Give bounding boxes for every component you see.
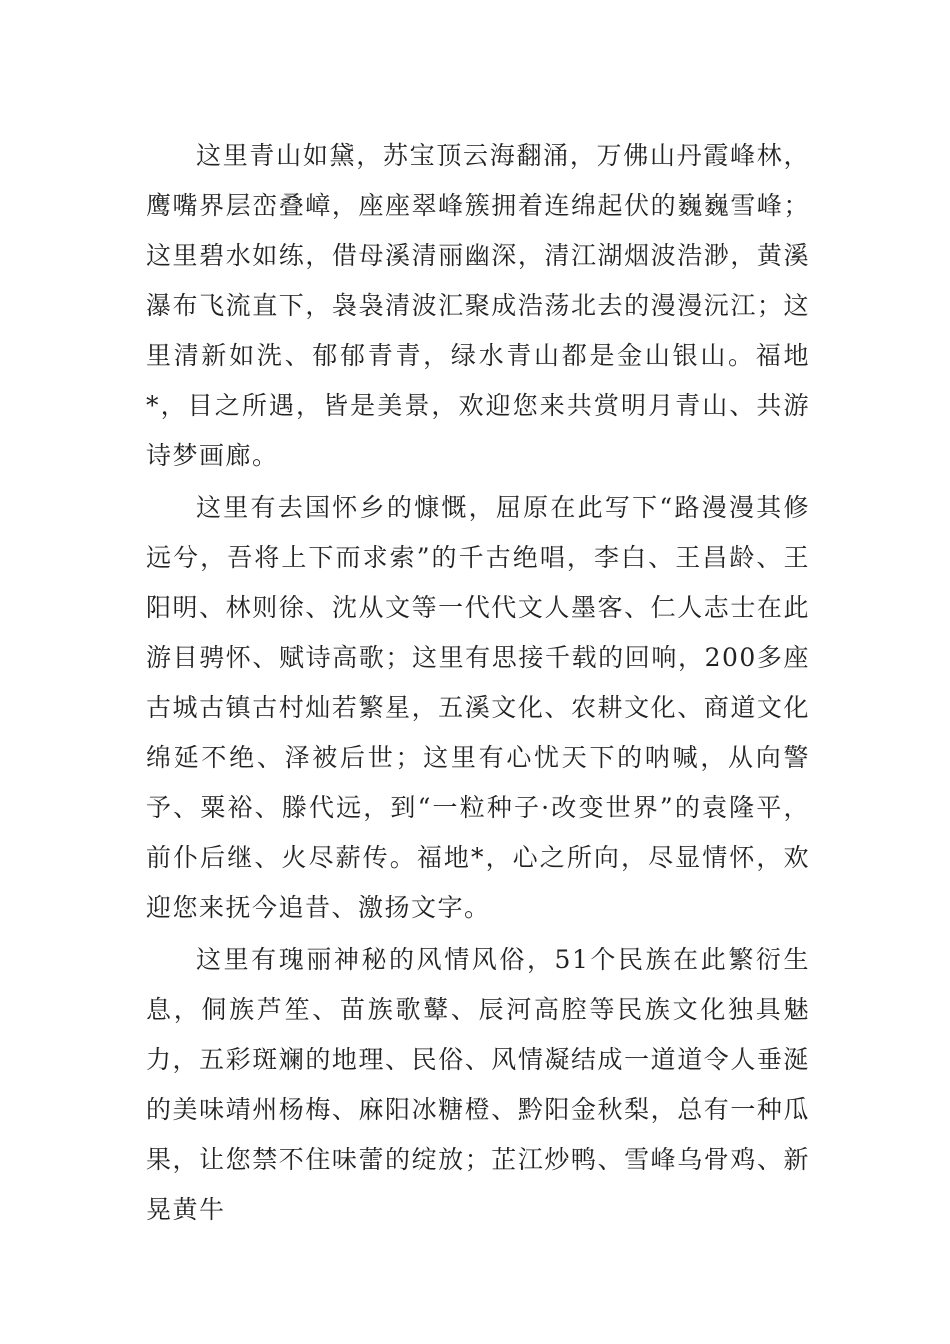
paragraph-history: 这里有去国怀乡的慷慨，屈原在此写下“路漫漫其修远兮，吾将上下而求索”的千古绝唱，李白、王昌龄、王阳明、林则徐、沈从文等一代代文人墨客、仁人志士在此游目骋怀、赋诗高歌；这里有思接千载的回响，200多座古城古镇古村灿若繁星，五溪文化、农耕文化、商道文化绵延不绝、泽被后世；这里有心忧天下的呐喊，从向警予、粟裕、滕代远，到“一粒种子·改变世界”的袁隆平，前仆后继、火尽薪传。福地*，心之所向，尽显情怀，欢迎您来抚今追昔、激扬文字。 — [146, 493, 810, 922]
paragraph-scenery: 这里青山如黛，苏宝顶云海翻涌，万佛山丹霞峰林，鹰嘴界层峦叠嶂，座座翠峰簇拥着连绵起伏的巍巍雪峰；这里碧水如练，借母溪清丽幽深，清江湖烟波浩渺，黄溪瀑布飞流直下，袅袅清波汇聚成浩荡北去的漫漫沅江；这里清新如洗、郁郁青青，绿水青山都是金山银山。福地*，目之所遇，皆是美景，欢迎您来共赏明月青山、共游诗梦画廊。 — [146, 141, 810, 470]
document-body — [146, 131, 810, 1237]
paragraph-customs: 这里有瑰丽神秘的风情风俗，51个民族在此繁衍生息，侗族芦笙、苗族歌鼙、辰河高腔等民族文化独具魅力，五彩斑斓的地理、民俗、风情凝结成一道道令人垂涎的美味靖州杨梅、麻阳冰糖橙、黔阳金秋梨，总有一种瓜果，让您禁不住味蕾的绽放；芷江炒鸭、雪峰乌骨鸡、新晃黄牛 — [146, 945, 810, 1224]
